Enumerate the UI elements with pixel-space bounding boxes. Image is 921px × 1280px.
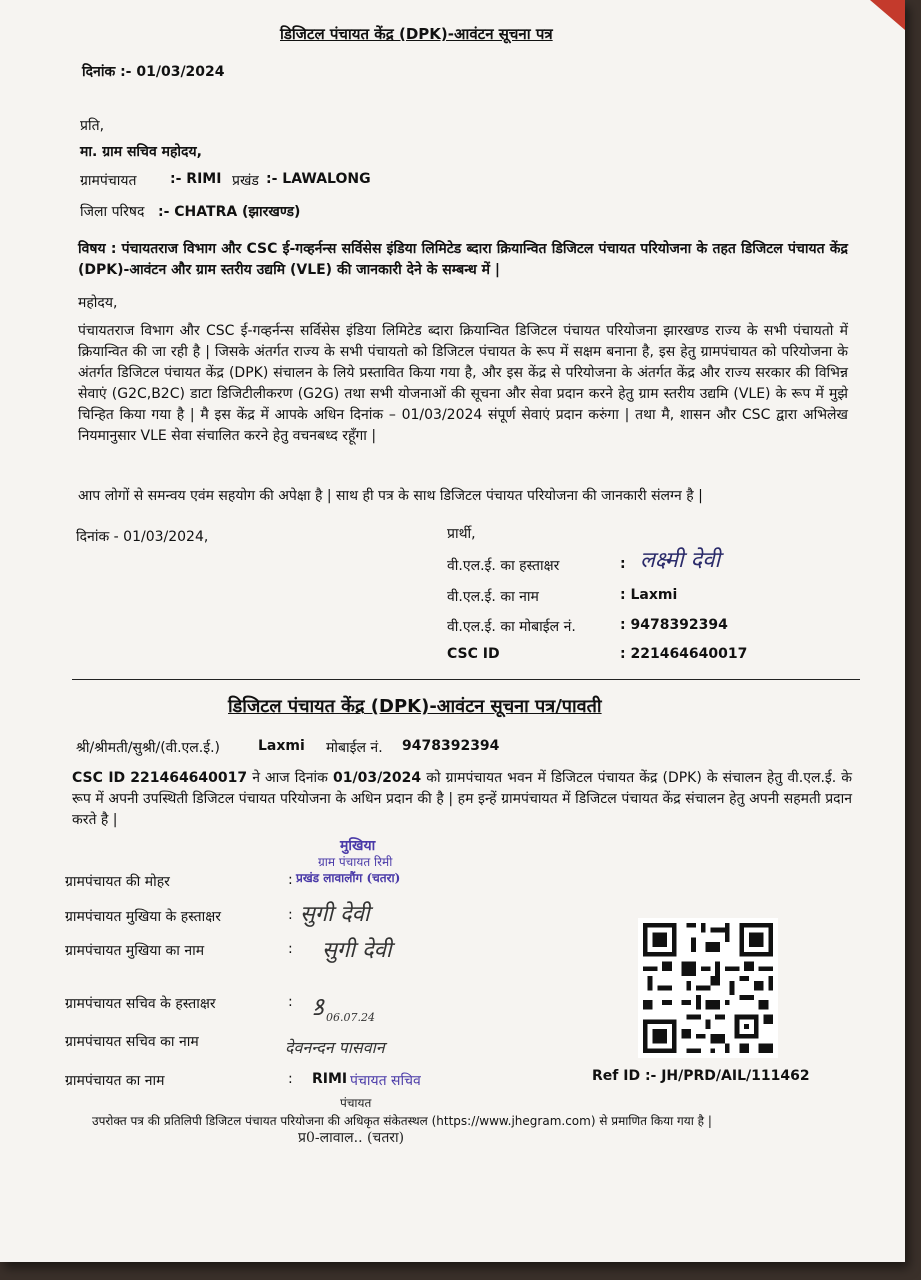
- field-sachiv-sign-colon: :: [288, 994, 293, 1010]
- prati: प्रति,: [80, 118, 105, 134]
- s2-mobile: 9478392394: [402, 738, 500, 754]
- stamp2-line1: पंचायत: [340, 1096, 372, 1110]
- district-label: जिला परिषद: [80, 204, 145, 220]
- gp-name-stamp: पंचायत सचिव: [350, 1073, 421, 1089]
- vle-name-value: : Laxmi: [620, 587, 678, 603]
- gp-name-value: RIMI: [312, 1071, 348, 1087]
- s2-csc-label: CSC ID: [72, 770, 126, 786]
- mukhiya-signature: सुगी देवी: [300, 902, 370, 927]
- salutation: महोदय,: [78, 295, 118, 311]
- prarthi: प्रार्थी,: [447, 526, 476, 542]
- s2-paragraph: [72, 768, 852, 831]
- ref-id: Ref ID :- JH/PRD/AIL/111462: [592, 1068, 810, 1084]
- body-paragraph-1: पंचायतराज विभाग और CSC ई-गव्हर्नन्स सर्विसेस इंडिया लिमिटेड ब्दारा क्रियान्वित डिजिटल पंचायत परियोजना झारखण्ड राज्य के सभी पंचायतो में क्रियान्वित की जा रही है | जिसके अंतर्गत राज्य के सभी पंचायतो को डिजिटल पंचायत के रूप में सक्षम बनाना है, इस हेतु ग्रामपंचायत को परियोजना के अंतर्गत डिजिटल पंचायत केंद्र (DPK) संचालन के लिये प्रस्तावित किया गया है, और इस केंद्र से परियोजना के अंतर्गत केंद्र और राज्य सरकार की विभिन्न सेवाएं (G2C,B2C) डाटा डिजिटीलीकरण (G2G) तथा सभी योजनाओं की सूचना और सेवा प्रदान करने हेतु ग्राम स्तरीय उद्यमि (VLE) के रूप में मुझे चिन्हित किया गया है | मै इस केंद्र में आपके अधिन दिनांक – 01/03/2024 संपूर्ण सेवाएं प्रदान करुंगा | तथा मै, शासन और CSC द्वारा अभिलेख नियमानुसार VLE सेवा संचालित करने हेतु वचनबध्द रहूँगा |: [78, 323, 848, 444]
- letter-title: डिजिटल पंचायत केंद्र (DPK)-आवंटन सूचना पत्र: [280, 25, 553, 43]
- gp-value: :- RIMI: [170, 171, 222, 187]
- divider: [72, 679, 860, 680]
- field-gp-name-colon: :: [288, 1071, 293, 1087]
- field-mukhiya-sign-colon: :: [288, 907, 293, 923]
- stamp-bottom: प्रखंड लावालौंग (चतरा): [296, 871, 401, 885]
- field-gp-seal-colon: :: [288, 872, 293, 888]
- vle-mobile-label: वी.एल.ई. का मोबाईल नं.: [447, 619, 576, 635]
- field-sachiv-sign-label: ग्रामपंचायत सचिव के हस्ताक्षर: [65, 996, 216, 1012]
- sachiv-sign-date: 06.07.24: [326, 1011, 375, 1024]
- block-value: :- LAWALONG: [266, 171, 371, 187]
- district-value: :- CHATRA (झारखण्ड): [158, 204, 301, 220]
- stamp-mid: ग्राम पंचायत रिमी: [318, 855, 393, 869]
- s2-name: Laxmi: [258, 738, 305, 754]
- csc-id-label: CSC ID: [447, 646, 500, 662]
- vle-name-label: वी.एल.ई. का नाम: [447, 589, 539, 605]
- s2-mobile-label: मोबाईल नं.: [326, 740, 383, 756]
- s2-prefix: श्री/श्रीमती/सुश्री/(वी.एल.ई.): [76, 740, 220, 756]
- gp-label: ग्रामपंचायत: [80, 173, 137, 189]
- sachiv-signature-mark: ꝸ: [312, 996, 324, 1021]
- field-gp-name-label: ग्रामपंचायत का नाम: [65, 1073, 165, 1089]
- field-mukhiya-sign-label: ग्रामपंचायत मुखिया के हस्ताक्षर: [65, 909, 222, 925]
- s2-text-b: को ग्रामपंचायत भवन में डिजिटल पंचायत केंद्र (DPK) के संचालन हेतु वी.एल.ई. के रूप में अपनी उपस्थिती डिजिटल पंचायत परियोजना के अधिन प्रदान की है | हम इन्हें ग्रामपंचायत में डिजिटल पंचायत केंद्र संचालन हेतु अपनी सहमती प्रदान करते है |: [72, 770, 853, 828]
- vle-signature: लक्ष्मी देवी: [640, 548, 721, 573]
- s2-text-a: ने आज दिनांक: [252, 770, 328, 786]
- subject: विषय : पंचायतराज विभाग और CSC ई-गव्हर्नन्स सर्विसेस इंडिया लिमिटेड ब्दारा क्रियान्वित डिजिटल पंचायत परियोजना के तहत डिजिटल पंचायत केंद्र (DPK)-आवंटन और ग्राम स्तरीय उद्यमि (VLE) की जानकारी देने के सम्बन्ध में |: [78, 241, 848, 278]
- vle-sign-colon: :: [620, 556, 626, 572]
- field-gp-seal-label: ग्रामपंचायत की मोहर: [65, 874, 170, 890]
- field-mukhiya-name-label: ग्रामपंचायत मुखिया का नाम: [65, 943, 205, 959]
- letter-date: दिनांक :- 01/03/2024: [82, 64, 225, 80]
- footer-note: उपरोक्त पत्र की प्रतिलिपी डिजिटल पंचायत परियोजना की अधिकृत संकेतस्थल (https://www.jhegram.com) से प्रमाणित किया गया है |: [92, 1114, 712, 1128]
- corner-flag: [870, 0, 905, 30]
- stamp-top: मुखिया: [340, 838, 376, 854]
- sign-date: दिनांक - 01/03/2024,: [76, 529, 209, 545]
- field-sachiv-name-label: ग्रामपंचायत सचिव का नाम: [65, 1034, 199, 1050]
- vle-mobile-value: : 9478392394: [620, 617, 728, 633]
- body-paragraph-2: आप लोगों से समन्वय एवंम सहयोग की अपेक्षा है | साथ ही पत्र के साथ डिजिटल पंचायत परियोजना की जानकारी संलग्न है |: [78, 488, 703, 504]
- csc-id-value: : 221464640017: [620, 646, 748, 662]
- s2-csc-value: 221464640017: [130, 770, 248, 786]
- field-mukhiya-name-colon: :: [288, 941, 293, 957]
- vle-sign-label: वी.एल.ई. का हस्ताक्षर: [447, 558, 560, 574]
- s2-date: 01/03/2024: [332, 770, 422, 786]
- sachiv-name: देवनन्दन पासवान: [285, 1038, 385, 1057]
- mukhiya-name: सुगी देवी: [322, 938, 392, 963]
- recipient: मा. ग्राम सचिव महोदय,: [80, 144, 202, 160]
- block-label: प्रखंड: [232, 173, 259, 189]
- section2-title: डिजिटल पंचायत केंद्र (DPK)-आवंटन सूचना पत्र/पावती: [228, 696, 602, 717]
- qr-code: [638, 918, 778, 1058]
- stamp2-line2: प्र0-लावाल.. (चतरा): [298, 1130, 405, 1146]
